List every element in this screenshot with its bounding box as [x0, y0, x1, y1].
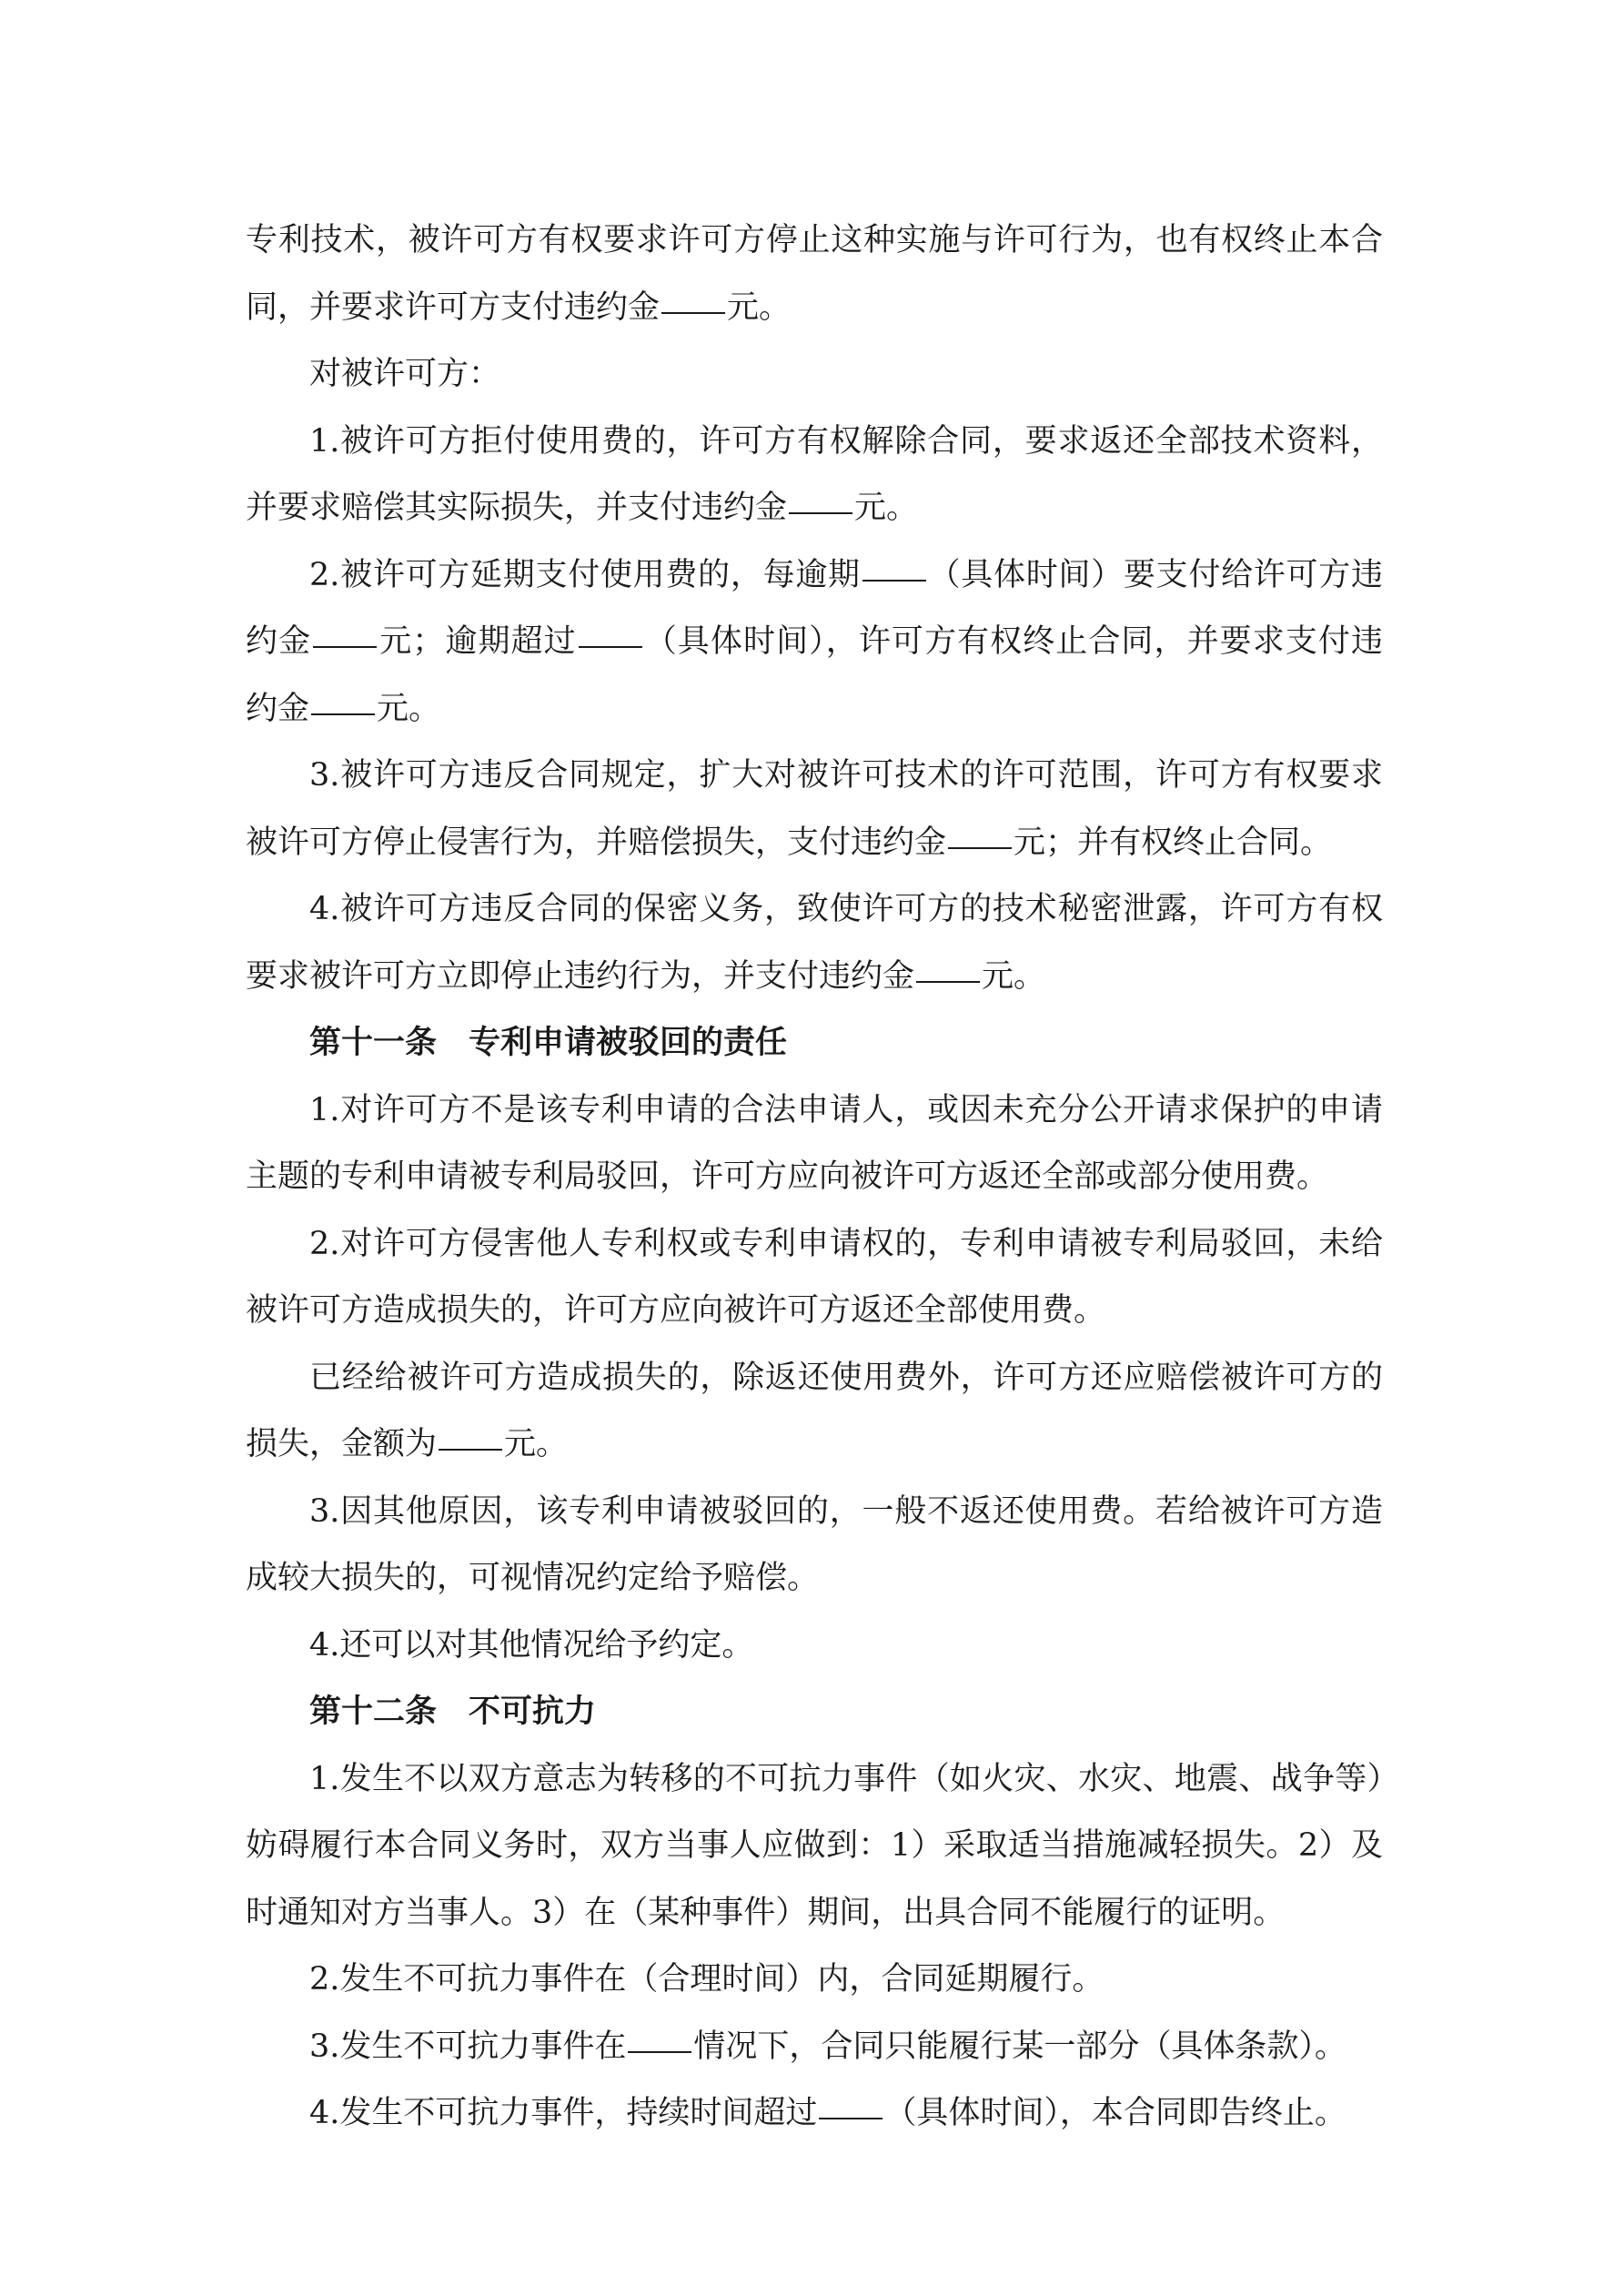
- blank-field: [862, 548, 926, 582]
- blank-field: [661, 280, 725, 314]
- blank-field: [311, 682, 375, 715]
- text-run: 4.被许可方违反合同的保密义务，致使许可方的技术秘密泄露，许可方有权要求被许可方立即停止违约行为，并支付违约金: [246, 891, 1383, 995]
- article-11-item-4: 4.还可以对其他情况给予约定。: [309, 1626, 754, 1664]
- text-run: 元；逾期超过: [378, 623, 577, 660]
- text-run: 元。: [377, 690, 441, 727]
- paragraph-licensee-item-2: [246, 542, 1383, 743]
- article-12-heading: 第十二条 不可抗力: [309, 1694, 597, 1730]
- paragraph-licensee-item-3: [246, 743, 1383, 876]
- article-11-heading: 第十一条 专利申请被驳回的责任: [309, 1025, 788, 1061]
- blank-field: [819, 2086, 883, 2119]
- article-11-item-2: 2.对许可方侵害他人专利权或专利申请权的，专利申请被专利局驳回，未给被许可方造成损失的，许可方应向被许可方返还全部使用费。: [246, 1225, 1383, 1329]
- text-run: 3.发生不可抗力事件在: [309, 2028, 627, 2065]
- text-run: 3.被许可方违反合同规定，扩大对被许可技术的许可范围，许可方有权要求被许可方停止侵害行为，并赔偿损失，支付违约金: [246, 757, 1383, 861]
- text-run: 2.被许可方延期支付使用费的，每逾期: [309, 556, 861, 593]
- text-run: （具体时间），许可方有权终止合同，并要求支付违约金: [246, 623, 1383, 727]
- text-run: 元；并有权终止合同。: [1014, 824, 1333, 861]
- document-body: [246, 207, 1383, 2148]
- text-run: 4.发生不可抗力事件，持续时间超过: [309, 2095, 818, 2131]
- text-run: 元。: [504, 1426, 569, 1462]
- text-run: （具体时间），本合同即告终止。: [884, 2095, 1347, 2131]
- text-run: 元。: [982, 957, 1046, 995]
- text-run: （具体时间）要支付给许可方违约金: [246, 556, 1383, 660]
- blank-field: [313, 614, 377, 648]
- text-run: 已经给被许可方造成损失的，除返还使用费外，许可方还应赔偿被许可方的损失，金额为: [246, 1359, 1383, 1462]
- article-12-item-3: [246, 2014, 1383, 2081]
- paragraph-licensee-intro: 对被许可方：: [309, 356, 501, 392]
- article-12-item-1: 1.发生不以双方意志为转移的不可抗力事件（如火灾、水灾、地震、战争等）妨碍履行本合同义务时，双方当事人应做到：1）采取适当措施减轻损失。2）及时通知对方当事人。3）在（某种事件）期间，出具合同不能履行的证明。: [246, 1760, 1383, 1931]
- paragraph-licensee-item-1: [246, 409, 1383, 542]
- blank-field: [789, 480, 852, 514]
- blank-field: [439, 1417, 502, 1451]
- article-11-item-3: 3.因其他原因，该专利申请被驳回的，一般不返还使用费。若给被许可方造成较大损失的，可视情况约定给予赔偿。: [246, 1492, 1383, 1596]
- article-12-item-2: 2.发生不可抗力事件在（合理时间）内，合同延期履行。: [309, 1961, 1105, 1998]
- blank-field: [628, 2019, 691, 2053]
- paragraph-licensee-item-4: [246, 876, 1383, 1010]
- paragraph-continuation: [246, 207, 1383, 341]
- text-run: 元。: [727, 288, 792, 326]
- text-run: 专利技术，被许可方有权要求许可方停止这种实施与许可行为，也有权终止本合同，并要求许可方支付违约金: [246, 222, 1383, 326]
- article-12-item-4: [246, 2080, 1383, 2148]
- article-11-item-2-continued: [246, 1345, 1383, 1479]
- text-run: 情况下，合同只能履行某一部分（具体条款）。: [693, 2028, 1347, 2065]
- blank-field: [579, 614, 642, 648]
- text-run: 元。: [854, 490, 919, 526]
- blank-field: [916, 949, 980, 983]
- text-run: 1.被许可方拒付使用费的，许可方有权解除合同，要求返还全部技术资料，并要求赔偿其实际损失，并支付违约金: [246, 422, 1383, 526]
- blank-field: [948, 815, 1012, 849]
- article-11-item-1: 1.对许可方不是该专利申请的合法申请人，或因未充分公开请求保护的申请主题的专利申请被专利局驳回，许可方应向被许可方返还全部或部分使用费。: [246, 1091, 1383, 1195]
